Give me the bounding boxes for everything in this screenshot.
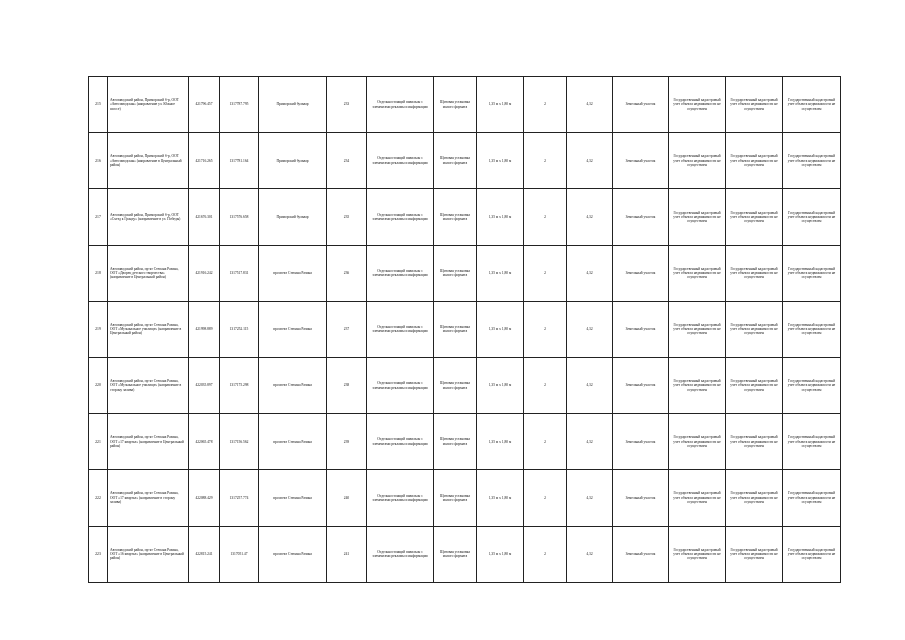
- cell-address: Автозаводский район, пр-кт Степана Разина, ООТ «17 квартал» (направление в сторону залива): [108, 470, 189, 526]
- cell-coord-y: 1317781.164: [220, 133, 259, 189]
- cell-coord-x: 422065.478: [189, 414, 220, 470]
- cell-street: проспект Степана Разина: [259, 357, 327, 413]
- cell-object-type: Отдельностоящий павильон с элементами рекламы и информации: [367, 526, 434, 582]
- cell-size: 1,35 м х 1,80 м: [477, 245, 524, 301]
- cell-size: 1,35 м х 1,80 м: [477, 470, 524, 526]
- cell-owner-info-3: Государственный кадастровый учет объекта недвижимости не осуществлен: [783, 245, 841, 301]
- cell-street: проспект Степана Разина: [259, 301, 327, 357]
- cell-coord-x: 421716.265: [189, 133, 220, 189]
- cell-coord-x: 421998.889: [189, 301, 220, 357]
- cell-land-type: Земельный участок: [613, 133, 669, 189]
- table-body: [89, 77, 841, 583]
- cell-row-number: 221: [89, 414, 108, 470]
- cell-owner-info-3: Государственный кадастровый учет объекта недвижимости не осуществлен: [783, 357, 841, 413]
- cell-size: 1,35 м х 1,80 м: [477, 357, 524, 413]
- cell-owner-info-1: Государственный кадастровый учет объекта недвижимости не осуществлен: [669, 245, 726, 301]
- table-row: [89, 301, 841, 357]
- cell-coord-y: 1317156.562: [220, 414, 259, 470]
- cell-row-number: 216: [89, 133, 108, 189]
- cell-address: Автозаводский район, пр-кт Степана Разина, ООТ «Музыкальное училище» (направление в Центральный район): [108, 301, 189, 357]
- cell-area: 4,32: [567, 301, 613, 357]
- cell-owner-info-2: Государственный кадастровый учет объекта недвижимости не осуществлен: [726, 245, 783, 301]
- cell-address: Автозаводский район, пр-кт Степана Разина, ООТ «Музыкальное училище» (направление в сторону залива): [108, 357, 189, 413]
- cell-street: проспект Степана Разина: [259, 470, 327, 526]
- cell-object-type: Отдельностоящий павильон с элементами рекламы и информации: [367, 189, 434, 245]
- cell-address: Автозаводский район, пр-кт Степана Разина, ООТ «16 квартал» (направление в Центральный район): [108, 526, 189, 582]
- cell-address: Автозаводский район, пр-кт Степана Разина, ООТ «Дворец детского творчества» (направление в Центральный район): [108, 245, 189, 301]
- cell-owner-info-2: Государственный кадастровый учет объекта недвижимости не осуществлен: [726, 189, 783, 245]
- cell-area: 4,32: [567, 414, 613, 470]
- cell-owner-info-2: Государственный кадастровый учет объекта недвижимости не осуществлен: [726, 357, 783, 413]
- cell-coord-x: 422035.897: [189, 357, 220, 413]
- cell-object-description: Щитовая установка малого формата: [434, 245, 477, 301]
- placement-table: [88, 76, 841, 583]
- cell-coord-y: 1317787.795: [220, 77, 259, 133]
- cell-object-description: Щитовая установка малого формата: [434, 301, 477, 357]
- cell-area: 4,32: [567, 77, 613, 133]
- cell-object-number: 233: [327, 77, 367, 133]
- table-row: [89, 357, 841, 413]
- cell-street: проспект Степана Разина: [259, 414, 327, 470]
- cell-coord-y: 1317051.47: [220, 526, 259, 582]
- cell-owner-info-2: Государственный кадастровый учет объекта недвижимости не осуществлен: [726, 301, 783, 357]
- cell-object-description: Щитовая установка малого формата: [434, 133, 477, 189]
- cell-owner-info-1: Государственный кадастровый учет объекта недвижимости не осуществлен: [669, 470, 726, 526]
- cell-coord-y: 1317517.831: [220, 245, 259, 301]
- cell-object-description: Щитовая установка малого формата: [434, 470, 477, 526]
- cell-size: 1,35 м х 1,80 м: [477, 414, 524, 470]
- cell-object-number: 235: [327, 189, 367, 245]
- cell-object-description: Щитовая установка малого формата: [434, 526, 477, 582]
- cell-land-type: Земельный участок: [613, 470, 669, 526]
- cell-object-type: Отдельностоящий павильон с элементами рекламы и информации: [367, 414, 434, 470]
- cell-sides-count: 2: [524, 470, 567, 526]
- cell-area: 4,32: [567, 245, 613, 301]
- cell-object-description: Щитовая установка малого формата: [434, 77, 477, 133]
- cell-owner-info-3: Государственный кадастровый учет объекта недвижимости не осуществлен: [783, 526, 841, 582]
- cell-row-number: 219: [89, 301, 108, 357]
- cell-object-description: Щитовая установка малого формата: [434, 357, 477, 413]
- cell-object-number: 239: [327, 414, 367, 470]
- cell-object-number: 234: [327, 133, 367, 189]
- cell-land-type: Земельный участок: [613, 414, 669, 470]
- cell-address: Автозаводский район, Приморский б-р, ООТ «Съезд к Гранду» (направление в ул. Победы): [108, 189, 189, 245]
- table-row: [89, 245, 841, 301]
- cell-owner-info-1: Государственный кадастровый учет объекта недвижимости не осуществлен: [669, 189, 726, 245]
- table-row: [89, 414, 841, 470]
- cell-sides-count: 2: [524, 245, 567, 301]
- cell-owner-info-1: Государственный кадастровый учет объекта недвижимости не осуществлен: [669, 414, 726, 470]
- cell-address: Автозаводский район, Приморский б-р, ООТ «Автозаводская» (направление в Центральный район): [108, 133, 189, 189]
- cell-land-type: Земельный участок: [613, 301, 669, 357]
- cell-size: 1,35 м х 1,80 м: [477, 189, 524, 245]
- cell-sides-count: 2: [524, 357, 567, 413]
- cell-owner-info-2: Государственный кадастровый учет объекта недвижимости не осуществлен: [726, 133, 783, 189]
- cell-object-type: Отдельностоящий павильон с элементами рекламы и информации: [367, 245, 434, 301]
- cell-land-type: Земельный участок: [613, 357, 669, 413]
- cell-coord-x: 421916.242: [189, 245, 220, 301]
- cell-area: 4,32: [567, 189, 613, 245]
- cell-coord-x: 421796.457: [189, 77, 220, 133]
- cell-object-number: 236: [327, 245, 367, 301]
- cell-coord-x: 422088.429: [189, 470, 220, 526]
- cell-owner-info-1: Государственный кадастровый учет объекта недвижимости не осуществлен: [669, 301, 726, 357]
- cell-object-type: Отдельностоящий павильон с элементами рекламы и информации: [367, 133, 434, 189]
- cell-row-number: 215: [89, 77, 108, 133]
- cell-owner-info-1: Государственный кадастровый учет объекта недвижимости не осуществлен: [669, 526, 726, 582]
- cell-street: Приморский бульвар: [259, 133, 327, 189]
- cell-size: 1,35 м х 1,80 м: [477, 77, 524, 133]
- cell-object-number: 241: [327, 526, 367, 582]
- cell-land-type: Земельный участок: [613, 245, 669, 301]
- cell-area: 4,32: [567, 357, 613, 413]
- cell-sides-count: 2: [524, 414, 567, 470]
- cell-coord-y: 1317175.298: [220, 357, 259, 413]
- cell-object-number: 240: [327, 470, 367, 526]
- cell-coord-x: 422815.241: [189, 526, 220, 582]
- cell-street: Приморский бульвар: [259, 77, 327, 133]
- cell-row-number: 222: [89, 470, 108, 526]
- cell-sides-count: 2: [524, 77, 567, 133]
- table-row: [89, 526, 841, 582]
- cell-row-number: 223: [89, 526, 108, 582]
- cell-street: проспект Степана Разина: [259, 526, 327, 582]
- cell-land-type: Земельный участок: [613, 77, 669, 133]
- cell-owner-info-3: Государственный кадастровый учет объекта недвижимости не осуществлен: [783, 133, 841, 189]
- cell-owner-info-1: Государственный кадастровый учет объекта недвижимости не осуществлен: [669, 77, 726, 133]
- cell-land-type: Земельный участок: [613, 526, 669, 582]
- cell-owner-info-3: Государственный кадастровый учет объекта недвижимости не осуществлен: [783, 414, 841, 470]
- cell-row-number: 220: [89, 357, 108, 413]
- table-row: [89, 133, 841, 189]
- cell-owner-info-3: Государственный кадастровый учет объекта недвижимости не осуществлен: [783, 470, 841, 526]
- cell-owner-info-2: Государственный кадастровый учет объекта недвижимости не осуществлен: [726, 470, 783, 526]
- cell-object-type: Отдельностоящий павильон с элементами рекламы и информации: [367, 77, 434, 133]
- cell-owner-info-3: Государственный кадастровый учет объекта недвижимости не осуществлен: [783, 301, 841, 357]
- cell-area: 4,32: [567, 526, 613, 582]
- cell-sides-count: 2: [524, 133, 567, 189]
- cell-coord-y: 1317257.774: [220, 470, 259, 526]
- cell-owner-info-1: Государственный кадастровый учет объекта недвижимости не осуществлен: [669, 133, 726, 189]
- cell-address: Автозаводский район, пр-кт Степана Разина, ООТ «17 квартал» (направление в Центральный район): [108, 414, 189, 470]
- cell-owner-info-2: Государственный кадастровый учет объекта недвижимости не осуществлен: [726, 77, 783, 133]
- cell-size: 1,35 м х 1,80 м: [477, 526, 524, 582]
- cell-row-number: 218: [89, 245, 108, 301]
- cell-object-number: 237: [327, 301, 367, 357]
- cell-row-number: 217: [89, 189, 108, 245]
- cell-coord-y: 1317576.658: [220, 189, 259, 245]
- cell-owner-info-3: Государственный кадастровый учет объекта недвижимости не осуществлен: [783, 189, 841, 245]
- cell-sides-count: 2: [524, 526, 567, 582]
- cell-owner-info-2: Государственный кадастровый учет объекта недвижимости не осуществлен: [726, 414, 783, 470]
- cell-owner-info-1: Государственный кадастровый учет объекта недвижимости не осуществлен: [669, 357, 726, 413]
- cell-land-type: Земельный участок: [613, 189, 669, 245]
- cell-object-number: 238: [327, 357, 367, 413]
- cell-object-type: Отдельностоящий павильон с элементами рекламы и информации: [367, 357, 434, 413]
- table-row: [89, 470, 841, 526]
- cell-object-type: Отдельностоящий павильон с элементами рекламы и информации: [367, 470, 434, 526]
- cell-street: Приморский бульвар: [259, 189, 327, 245]
- cell-owner-info-2: Государственный кадастровый учет объекта недвижимости не осуществлен: [726, 526, 783, 582]
- cell-area: 4,32: [567, 470, 613, 526]
- cell-object-description: Щитовая установка малого формата: [434, 414, 477, 470]
- cell-area: 4,32: [567, 133, 613, 189]
- cell-size: 1,35 м х 1,80 м: [477, 301, 524, 357]
- cell-owner-info-3: Государственный кадастровый учет объекта недвижимости не осуществлен: [783, 77, 841, 133]
- cell-address: Автозаводский район, Приморский б-р, ООТ «Автозаводская» (направление ул. Южное шоссе): [108, 77, 189, 133]
- cell-coord-y: 1317252.115: [220, 301, 259, 357]
- cell-object-type: Отдельностоящий павильон с элементами рекламы и информации: [367, 301, 434, 357]
- cell-size: 1,35 м х 1,80 м: [477, 133, 524, 189]
- cell-sides-count: 2: [524, 301, 567, 357]
- cell-sides-count: 2: [524, 189, 567, 245]
- cell-street: проспект Степана Разина: [259, 245, 327, 301]
- cell-coord-x: 421676.301: [189, 189, 220, 245]
- table-row: [89, 77, 841, 133]
- cell-object-description: Щитовая установка малого формата: [434, 189, 477, 245]
- table-row: [89, 189, 841, 245]
